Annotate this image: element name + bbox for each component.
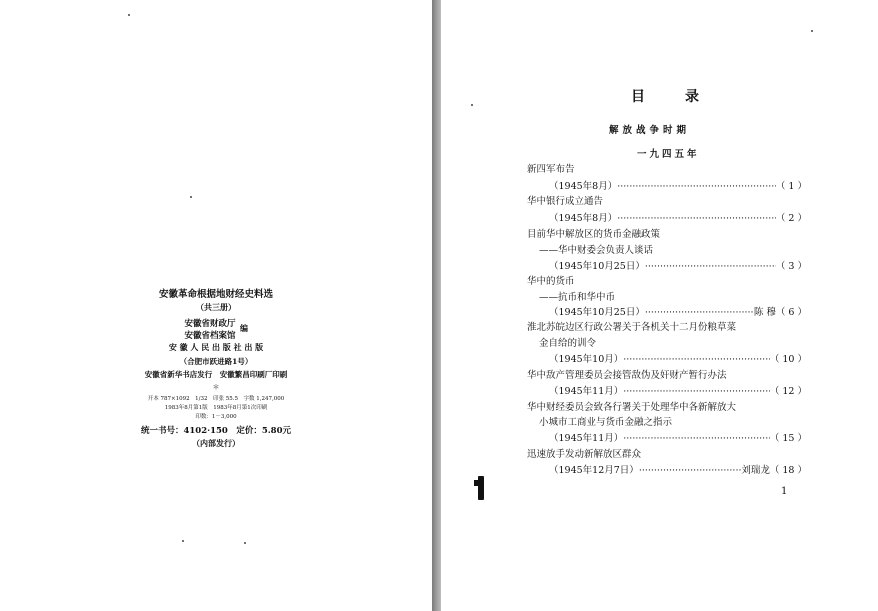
- publisher: 安 徽 人 民 出 版 社 出 版: [168, 342, 264, 352]
- book-title: 安徽革命根据地财经史料选: [158, 289, 273, 300]
- toc-entry-title[interactable]: 目前华中解放区的货币金融政策: [527, 229, 661, 240]
- leader-dots: [645, 261, 776, 273]
- toc-year-heading: 一九四五年: [637, 149, 700, 160]
- toc-entry-page: （ 18 ）: [769, 465, 807, 476]
- toc-entry-date: （1945年11月）: [549, 386, 624, 397]
- toc-entry-date: （1945年8月）: [549, 181, 618, 192]
- toc-entry-subtitle: ——华中财委会负责人谈话: [539, 245, 654, 256]
- toc-entry-title[interactable]: 新四军布告: [527, 164, 575, 175]
- toc-entry-subtitle: ——抗币和华中币: [539, 292, 616, 303]
- toc-entry-line[interactable]: [549, 465, 807, 477]
- toc-entry-date: （1945年10月25日）: [549, 261, 645, 272]
- editor-1: 安徽省财政厅: [184, 319, 236, 329]
- toc-entry-line[interactable]: [549, 386, 807, 398]
- toc-entry-page: （ 10 ）: [769, 354, 807, 365]
- toc-entry-date: （1945年11月）: [549, 433, 624, 444]
- toc-entry-date: （1945年10月）: [549, 354, 624, 365]
- page-gutter: [432, 0, 441, 611]
- left-page: [0, 0, 432, 611]
- print-speck: [128, 14, 130, 16]
- internal-distribution: （内部发行）: [192, 438, 240, 448]
- print-speck: [190, 196, 192, 198]
- toc-entry-page: （ 15 ）: [769, 433, 807, 444]
- toc-title: 目录: [631, 89, 739, 105]
- toc-entry-author: 陈 穆: [753, 307, 776, 318]
- toc-entry-line[interactable]: [549, 213, 807, 225]
- toc-entry-line[interactable]: [549, 307, 807, 319]
- toc-entry-page: （ 2 ）: [775, 213, 807, 224]
- specs-line-2: 1983年8月第1版 1983年8月第1次印刷: [164, 405, 268, 411]
- toc-section-heading: 解放战争时期: [609, 125, 691, 136]
- toc-entry-title[interactable]: 华中敌产管理委员会接管敌伪及奸财产暂行办法: [527, 370, 727, 381]
- right-page: [441, 0, 878, 611]
- toc-entry-line[interactable]: [549, 181, 807, 193]
- toc-entry-page: （ 1 ）: [775, 181, 807, 192]
- toc-entry-page: （ 6 ）: [775, 307, 807, 318]
- toc-entry-line[interactable]: [549, 354, 807, 366]
- print-run: 印数：1－3,000: [195, 414, 237, 420]
- print-speck: [182, 540, 184, 542]
- toc-entry-date: （1945年10月25日）: [549, 307, 645, 318]
- toc-entry-page: （ 12 ）: [769, 386, 807, 397]
- leader-dots: [623, 433, 770, 445]
- editor-2: 安徽省档案馆: [184, 331, 236, 341]
- toc-entry-line[interactable]: [549, 433, 807, 445]
- print-speck: [811, 30, 813, 32]
- toc-entry-line[interactable]: [549, 261, 807, 273]
- publisher-address: （合肥市跃进路1号）: [179, 357, 253, 366]
- distribution: 安徽省新华书店发行 安徽繁昌印刷厂印刷: [144, 370, 288, 379]
- leader-dots: [645, 307, 754, 319]
- leader-dots: [617, 181, 776, 193]
- toc-entry-title[interactable]: 淮北苏皖边区行政公署关于各机关十二月份粮草菜: [527, 322, 737, 333]
- toc-entry-author: 刘瑞龙: [741, 465, 770, 476]
- toc-entry-title[interactable]: 华中财经委员会致各行署关于处理华中各新解放大: [527, 402, 737, 413]
- leader-dots: [623, 386, 770, 398]
- print-speck: [244, 542, 246, 544]
- toc-entry-title[interactable]: 华中的货币: [527, 276, 575, 287]
- specs-line-1: 开本 787×1092 1/32 印张 55.5 字数 1,247,000: [147, 396, 285, 402]
- toc-entry-title-cont: 金自给的训令: [539, 338, 597, 349]
- leader-dots: [639, 465, 742, 477]
- leader-dots: [623, 354, 770, 366]
- leader-dots: [617, 213, 776, 225]
- page-number: 1: [781, 486, 788, 497]
- book-number-price: 统一书号：4102·150 定价：5.80元: [140, 426, 292, 436]
- toc-entry-title[interactable]: 华中银行成立通告: [527, 196, 604, 207]
- toc-entry-title-cont: 小城市工商业与货币金融之指示: [539, 417, 673, 428]
- separator: ＊: [212, 383, 220, 391]
- toc-entry-title[interactable]: 迅速放手发动新解放区群众: [527, 449, 642, 460]
- volume-note: （共三册）: [196, 302, 236, 312]
- editor-suffix: 编: [240, 323, 248, 333]
- toc-entry-date: （1945年8月）: [549, 213, 618, 224]
- toc-entry-page: （ 3 ）: [775, 261, 807, 272]
- toc-entry-date: （1945年12月7日）: [549, 465, 639, 476]
- print-speck: [471, 104, 473, 106]
- ink-blot: [478, 476, 484, 500]
